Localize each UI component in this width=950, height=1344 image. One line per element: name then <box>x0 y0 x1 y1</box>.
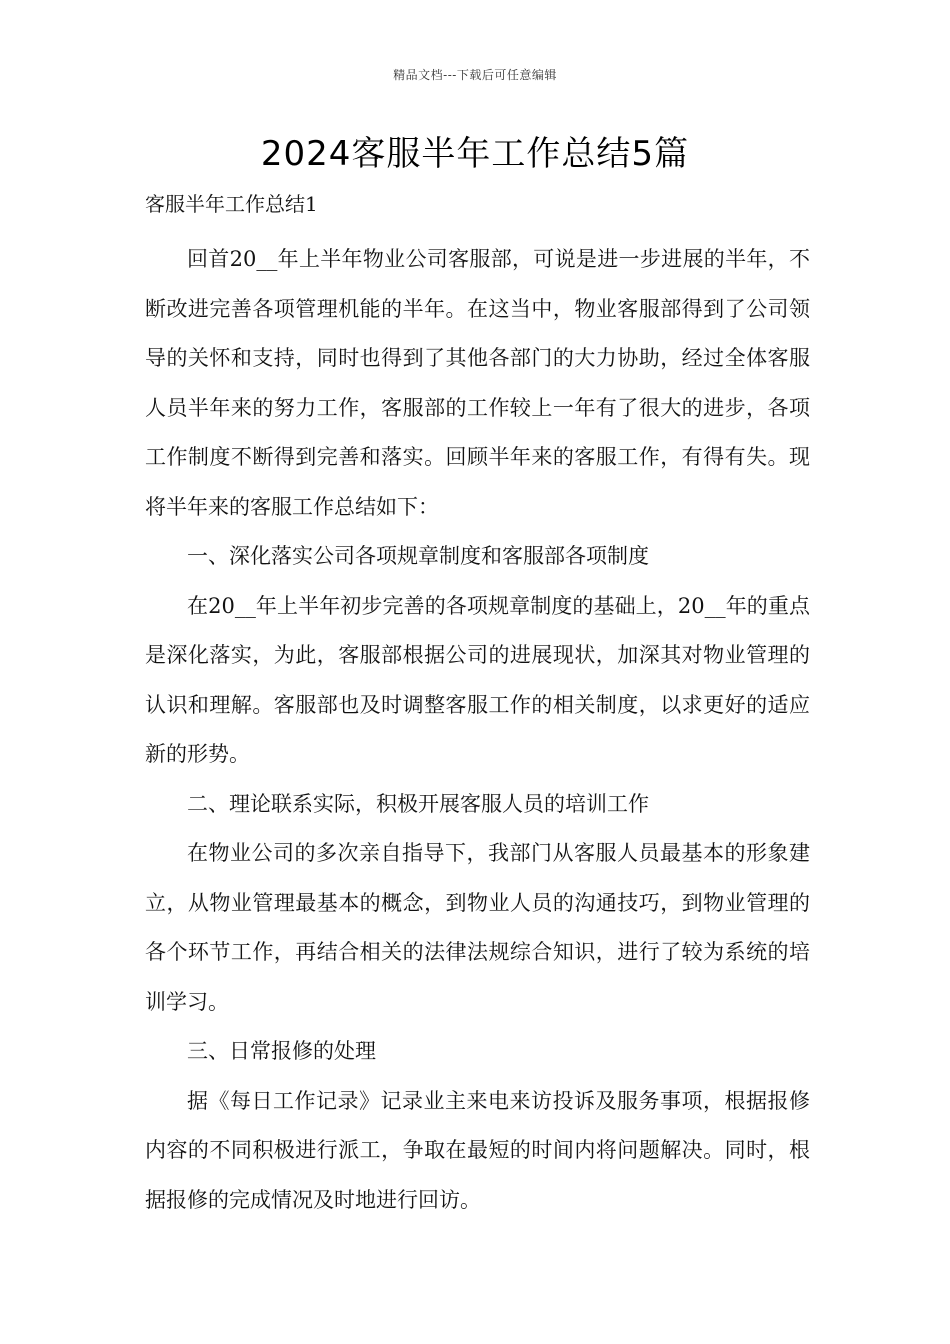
heading-2: 二、理论联系实际，积极开展客服人员的培训工作 <box>187 791 649 816</box>
heading-1: 一、深化落实公司各项规章制度和客服部各项制度 <box>187 544 649 568</box>
paragraph-3: 据《每日工作记录》记录业主来电来访投诉及服务事项，根据报修内容的不同积极进行派工，争取在最短的时间内将问题解决。同时，根据报修的完成情况及时地进行回访。 <box>145 1088 810 1212</box>
document-title: 2024客服半年工作总结5篇 <box>260 134 690 174</box>
paragraph-2: 在物业公司的多次亲自指导下，我部门从客服人员最基本的形象建立，从物业管理最基本的概念，到物业人员的沟通技巧，到物业管理的各个环节工作，再结合相关的法律法规综合知识，进行了较为系统的培训学习。 <box>145 841 810 1014</box>
header-note: 精品文档---下载后可任意编辑 <box>393 68 557 82</box>
document-body <box>145 235 810 1225</box>
paragraph-1: 在20__年上半年初步完善的各项规章制度的基础上，20__年的重点是深化落实，为此，客服部根据公司的进展现状，加深其对物业管理的认识和理解。客服部也及时调整客服工作的相关制度，以求更好的适应新的形势。 <box>145 593 810 766</box>
section-title: 客服半年工作总结1 <box>145 192 318 216</box>
heading-3: 三、日常报修的处理 <box>187 1039 376 1063</box>
paragraph-intro: 回首20__年上半年物业公司客服部，可说是进一步进展的半年，不断改进完善各项管理机能的半年。在这当中，物业客服部得到了公司领导的关怀和支持，同时也得到了其他各部门的大力协助，经过全体客服人员半年来的努力工作，客服部的工作较上一年有了很大的进步，各项工作制度不断得到完善和落实。回顾半年来的客服工作，有得有失。现将半年来的客服工作总结如下： <box>145 247 810 519</box>
